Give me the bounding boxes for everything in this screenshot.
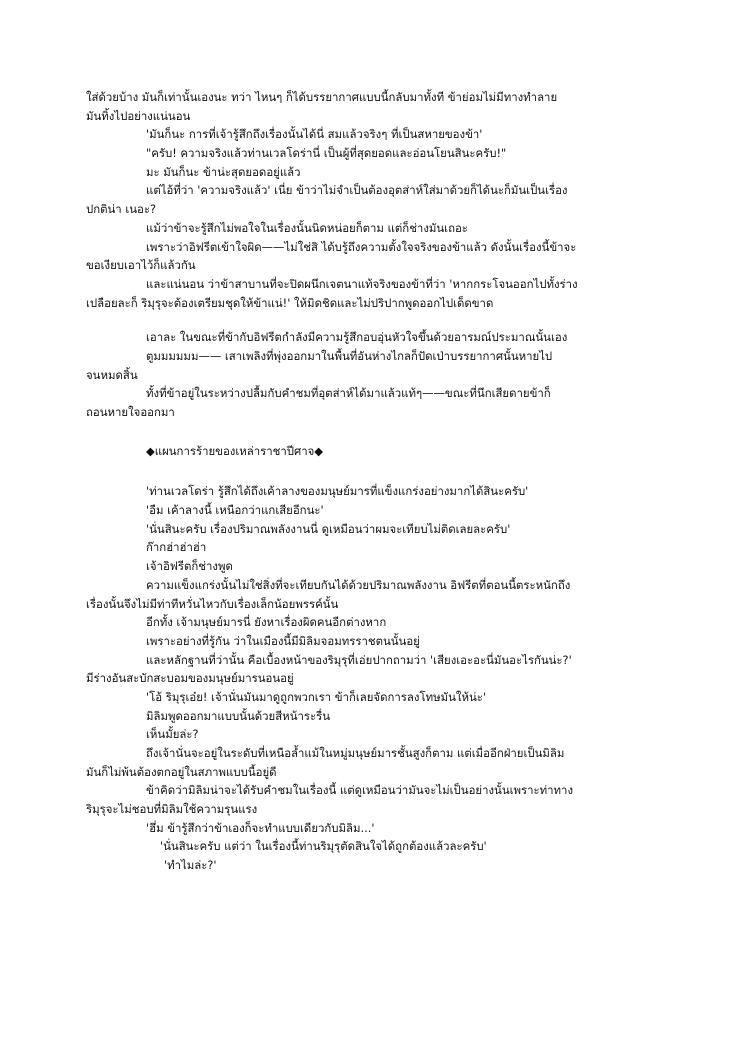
text-line: อีกทั้ง เจ้ามนุษย์มารนี่ ยังหาเรื่องผิดคนอีกต่างหาก — [146, 615, 387, 630]
text-line: เรื่องนั้นจึงไม่มีท่าทีหวั่นไหวกับเรื่องเล็กน้อยพรรค์นั้น — [86, 596, 339, 611]
text-line: เอาละ ในขณะที่ข้ากับอิฟรีตกำลังมีความรู้สึกอบอุ่นหัวใจขึ้นด้วยอารมณ์ประมาณนั้นเอง — [146, 330, 568, 345]
text-line: ถอนหายใจออกมา — [86, 405, 175, 419]
text-line: ก๊ากฮ่าฮ่าฮ่า — [146, 540, 207, 555]
text-line: 'โอ้ ริมุรุเอ๋ย! เจ้านั่นมันมาดูถูกพวกเรา ข้าก็เลยจัดการลงโทษมันให้น่ะ' — [146, 689, 486, 704]
text-line: 'อืม เค้าลางนี้ เหนือกว่าแกเสียอีกนะ' — [146, 503, 324, 518]
text-line: ความแข็งแกร่งนั้นไม่ใช่สิ่งที่จะเทียบกันได้ด้วยปริมาณพลังงาน อิฟรีตที่ตอนนี้ตระหนักถึง — [146, 577, 571, 592]
text-line: มันก็ไม่พ้นต้องตกอยู่ในสภาพแบบนี้อยู่ดี — [86, 764, 277, 779]
text-line: ถึงเจ้านั่นจะอยู่ในระดับที่เหนือล้ำแม้ในหมู่มนุษย์มารชั้นสูงก็ตาม แต่เมื่ออีกฝ่ายเป็นมิลิม — [146, 746, 565, 760]
paragraph-gap — [86, 422, 652, 442]
text-line: 'มันก็นะ การที่เจ้ารู้สึกถึงเรื่องนั้นได้นี่ สมแล้วจริงๆ ที่เป็นสหายของข้า' — [146, 127, 483, 142]
text-line: ขอเงียบเอาไว้ก็แล้วกัน — [86, 258, 196, 273]
text-line: เห็นมั้ยล่ะ? — [146, 727, 199, 742]
text-line: เพราะอย่างที่รู้กัน ว่าในเมืองนี้มีมิลิมจอมทรราชตนนั้นอยู่ — [146, 633, 420, 648]
text-line: 'ท่านเวลโดร่า รู้สึกได้ถึงเค้าลางของมนุษย์มารที่แข็งแกร่งอย่างมากได้สินะครับ' — [146, 484, 529, 499]
text-line: "ครับ! ความจริงแล้วท่านเวลโดร่านี่ เป็นผู้ที่สุดยอดและอ่อนโยนสินะครับ!" — [146, 146, 507, 161]
text-line: 'นั่นสินะครับ แต่ว่า ในเรื่องนี้ท่านริมุรุตัดสินใจได้ถูกต้องแล้วละครับ' — [160, 839, 487, 854]
text-line: ใส่ด้วยบ้าง มันก็เท่านั้นเองนะ ทว่า ไหนๆ ก็ได้บรรยากาศแบบนี้กลับมาทั้งที ข้าย่อมไม่มีทางทำลาย — [86, 90, 558, 104]
text-line: ตูมมมมมม—— เสาเพลิงที่พุ่งออกมาในพื้นที่อันห่างไกลก็ปัดเป่าบรรยากาศนั้นหายไป — [146, 348, 553, 363]
text-line: เจ้าอิฟรีตก็ช่างพูด — [146, 559, 233, 574]
text-line: ทั้งที่ข้าอยู่ในระหว่างปลื้มกับคำชมที่อุตส่าห์ได้มาแล้วแท้ๆ——ขณะที่นึกเสียดายข้าก็ — [146, 386, 551, 401]
text-line: ข้าคิดว่ามิลิมน่าจะได้รับคำชมในเรื่องนี้ แต่ดูเหมือนว่ามันจะไม่เป็นอย่างนั้นเพราะท่าทาง — [146, 783, 574, 798]
text-line: และแน่นอน ว่าข้าสาบานที่จะปิดผนึกเจตนาแท้จริงของข้าที่ว่า 'หากกระโจนออกไปทั้งร่าง — [146, 276, 578, 291]
text-line: 'ทำไมล่ะ?' — [164, 858, 217, 873]
text-line: แต่ไอ้ที่ว่า 'ความจริงแล้ว' เนี่ย ข้าว่าไม่จำเป็นต้องอุตส่าห์ใส่มาด้วยก็ได้นะก็มันเป็นเรื่อง — [146, 183, 568, 198]
text-line: มีร่างอันสะบักสะบอมของมนุษย์มารนอนอยู่ — [86, 671, 294, 686]
paragraph-gap — [86, 460, 652, 482]
text-line: ริมุรุจะไม่ชอบที่มิลิมใช้ความรุนแรง — [86, 802, 258, 817]
text-line: ปกติน่า เนอะ? — [86, 202, 157, 217]
text-line: มะ มันก็นะ ข้าน่ะสุดยอดอยู่แล้ว — [146, 164, 301, 179]
text-line: 'นั่นสินะครับ เรื่องปริมาณพลังงานนี่ ดูเหมือนว่าผมจะเทียบไม่ติดเลยละครับ' — [146, 521, 511, 536]
text-line: มันทิ้งไปอย่างแน่นอน — [86, 108, 191, 123]
text-line: จนหมดสิ้น — [86, 367, 138, 382]
text-line: เปลือยละก็ ริมุรุจะต้องเตรียมชุดให้ข้าแน่!' ให้มิดชิดและไม่ปริปากพูดออกไปเด็ดขาด — [86, 295, 494, 310]
text-line: 'ฮึ่ม ข้ารู้สึกว่าข้าเองก็จะทำแบบเดียวกับมิลิม...' — [146, 820, 375, 835]
section-heading: ◆แผนการร้ายของเหล่าราชาปีศาจ◆ — [146, 443, 324, 458]
text-line: มิลิมพูดออกมาแบบนั้นด้วยสีหน้าระรื่น — [146, 708, 331, 723]
text-line: เพราะว่าอิฟรีตเข้าใจผิด——ไม่ใช่สิ ได้บรู้ถึงความตั้งใจจริงของข้าแล้ว ดังนั้นเรื่องนี้ข้าจะ — [146, 239, 577, 254]
text-line: แม้ว่าข้าจะรู้สึกไม่พอใจในเรื่องนั้นนิดหน่อยก็ตาม แต่ก็ช่างมันเถอะ — [146, 220, 468, 235]
text-line: และหลักฐานที่ว่านั้น คือเบื้องหน้าของริมุรุที่เอ่ยปากถามว่า 'เสียงเอะอะนี่มันอะไรกันน่ะ?' — [146, 652, 572, 667]
paragraph-gap — [86, 312, 652, 328]
